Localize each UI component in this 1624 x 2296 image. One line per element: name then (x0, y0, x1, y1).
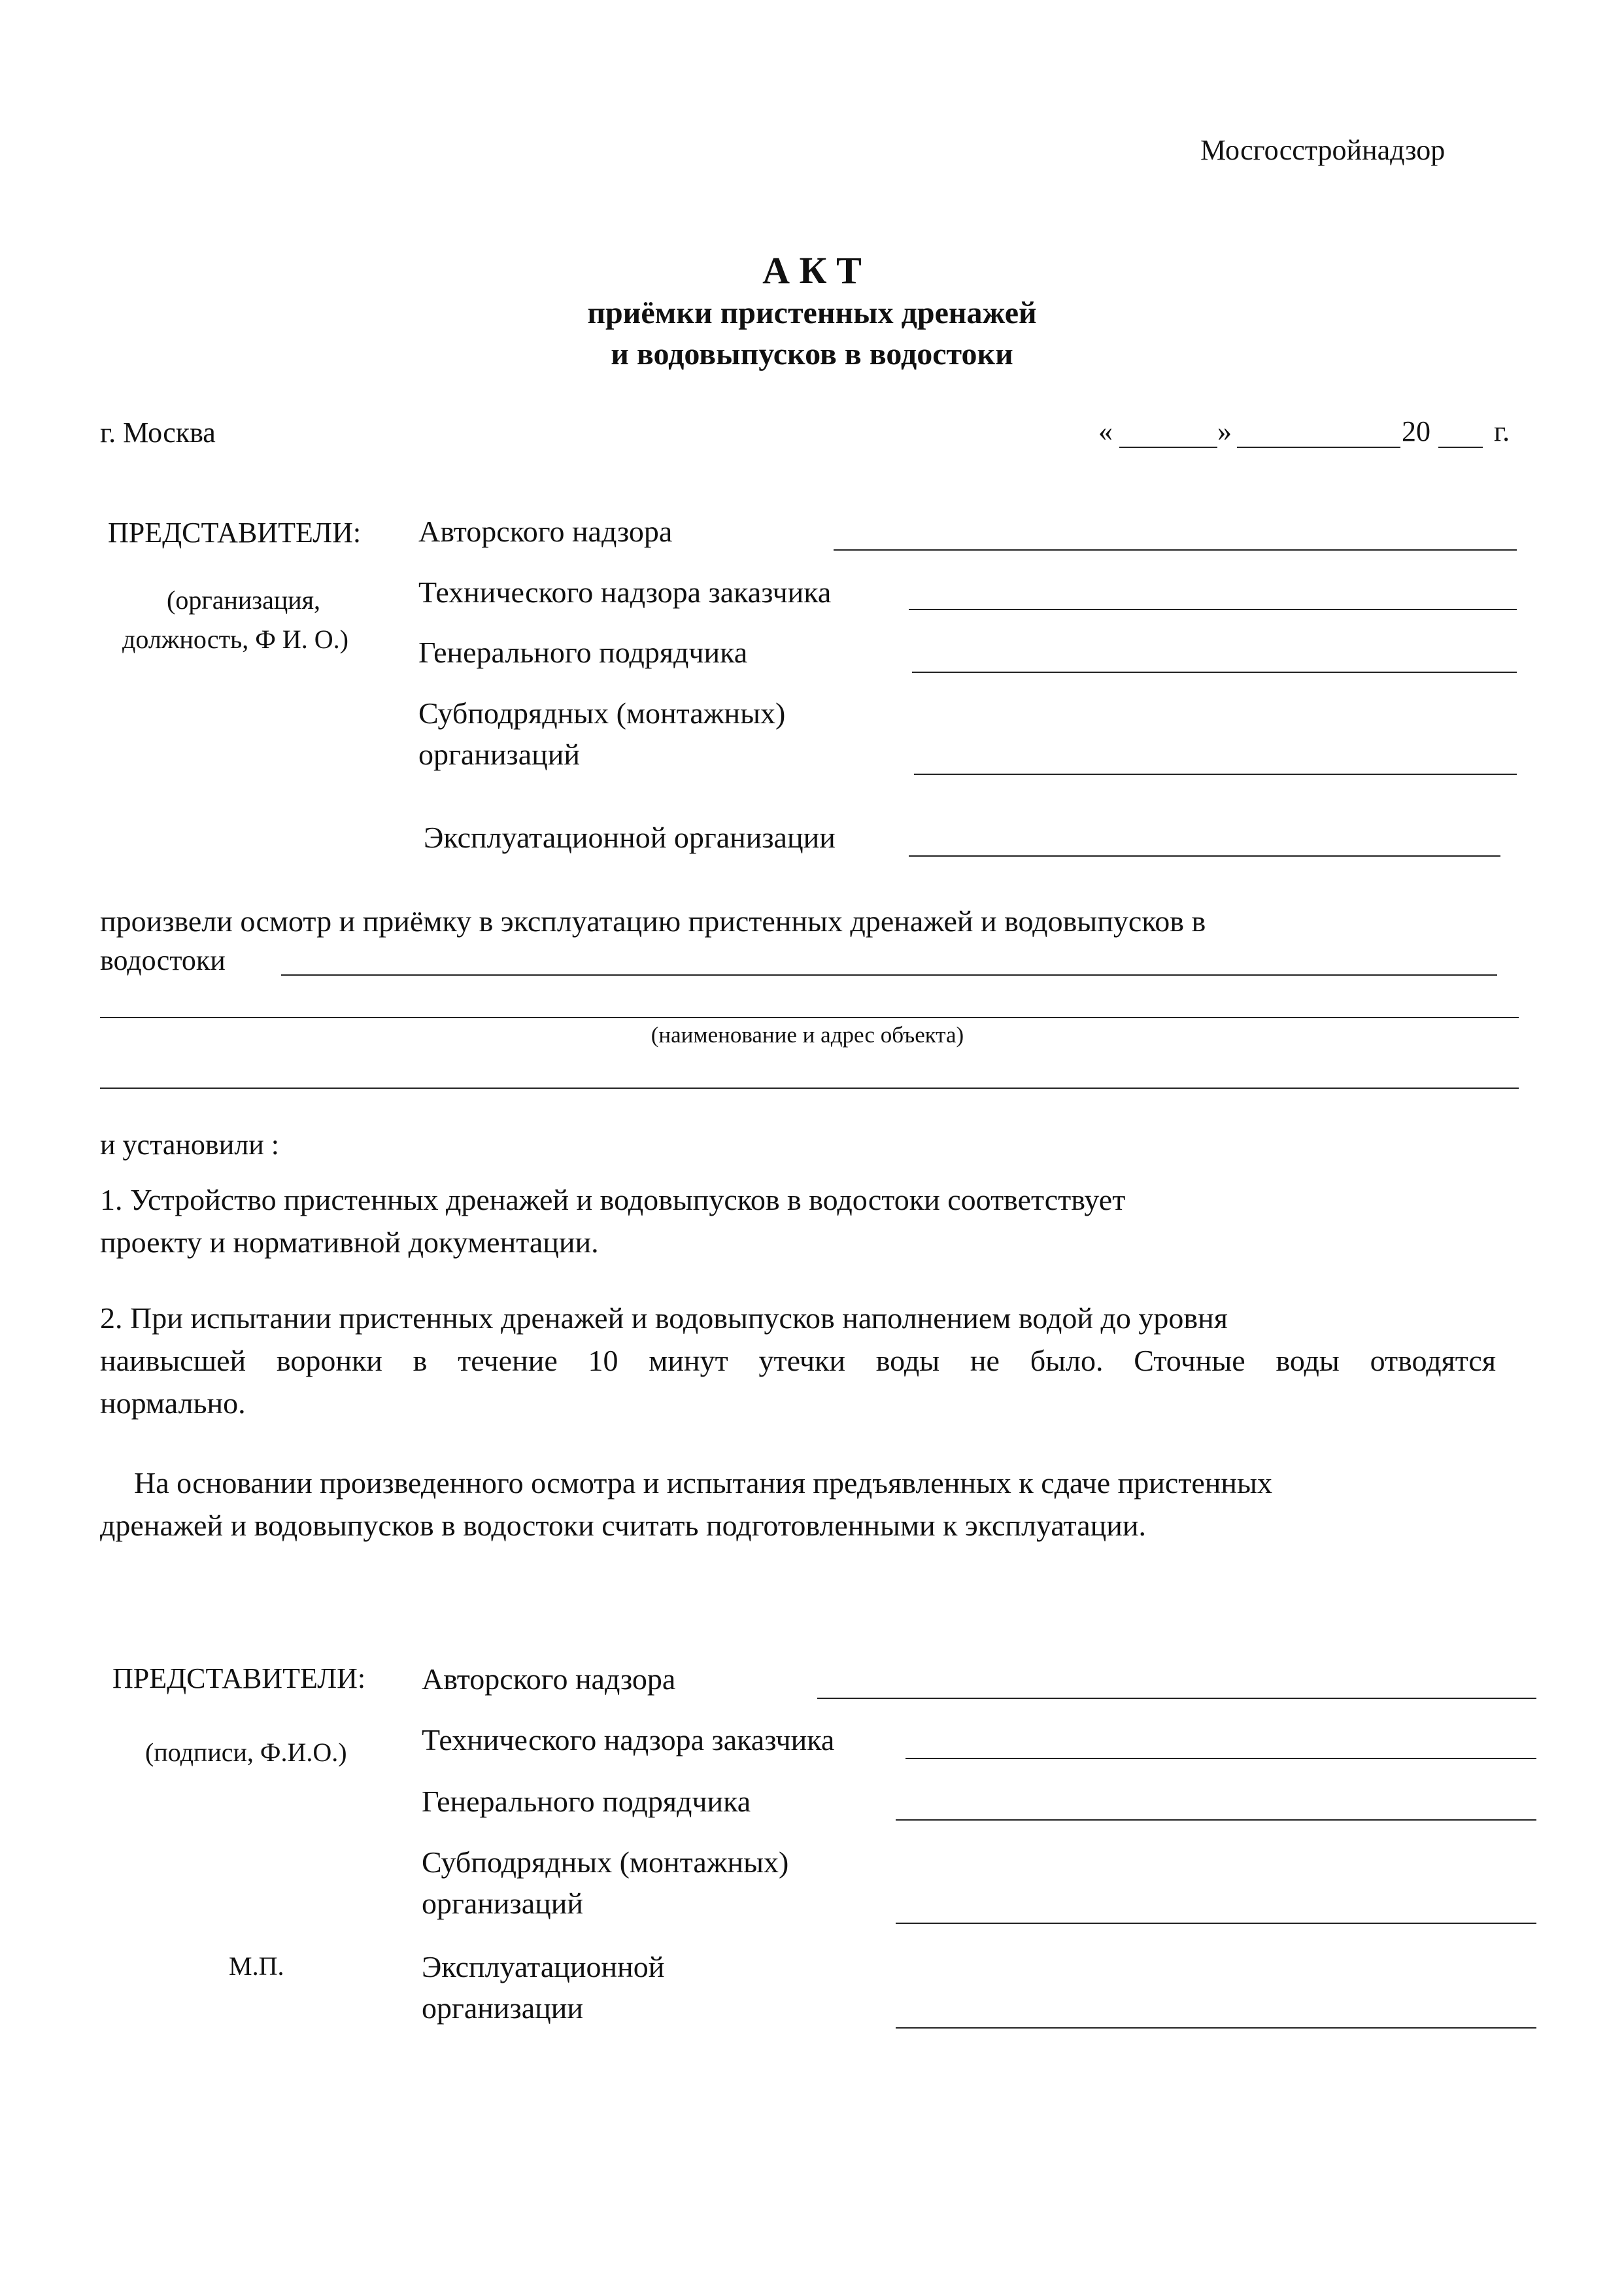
document-subtitle-line2: и водовыпусков в водостоки (611, 337, 1013, 371)
sig-general-contractor: Генерального подрядчика (422, 1785, 751, 1818)
rep-subcontractors-line (914, 774, 1517, 775)
findings-intro: и установили : (100, 1129, 279, 1161)
finding1-line1: 1. Устройство пристенных дренажей и водовыпусков в водостоки соответствует (100, 1183, 1126, 1216)
sig-subcontractors-line1: Субподрядных (монтажных) (422, 1845, 789, 1879)
rep-customer-tech-supervision-line (909, 609, 1517, 610)
sig-subcontractors-line2: организаций (422, 1887, 583, 1920)
month-blank-line (1237, 447, 1400, 448)
rep-operating-org-line (909, 855, 1500, 857)
sig-general-contractor-line (896, 1819, 1536, 1821)
year-prefix: 20 (1402, 415, 1430, 447)
representatives-note-line2: должность, Ф И. О.) (122, 625, 348, 654)
sig-subcontractors-line (896, 1923, 1536, 1924)
rep-subcontractors-line1: Субподрядных (монтажных) (418, 696, 786, 730)
agency-name: Мосгосстройнадзор (1200, 134, 1446, 166)
rep-general-contractor: Генерального подрядчика (418, 636, 748, 669)
signatures-note: (подписи, Ф.И.О.) (145, 1738, 347, 1767)
signatures-heading: ПРЕДСТАВИТЕЛИ: (112, 1662, 366, 1694)
city: г. Москва (100, 417, 216, 449)
rep-author-supervision: Авторского надзора (418, 515, 673, 548)
sig-customer-tech-supervision: Технического надзора заказчика (422, 1723, 835, 1756)
sig-author-supervision: Авторского надзора (422, 1662, 676, 1696)
finding1-line2: проекту и нормативной документации. (100, 1225, 599, 1259)
representatives-note-line1: (организация, (167, 585, 321, 615)
sig-customer-tech-supervision-line (905, 1758, 1536, 1759)
rep-operating-org: Эксплуатационной организации (424, 821, 836, 854)
day-blank-line (1119, 447, 1217, 448)
rep-subcontractors-line2: организаций (418, 738, 580, 771)
year-blank-line (1438, 447, 1483, 448)
inspection-line1: произвели осмотр и приёмку в эксплуатацию пристенных дренажей и водовыпусков в (100, 904, 1206, 938)
finding2-line1: 2. При испытании пристенных дренажей и водовыпусков наполнением водой до уровня (100, 1301, 1228, 1335)
sig-operating-org-line2: организации (422, 1991, 583, 2025)
object-name-line2 (100, 1017, 1519, 1018)
rep-general-contractor-line (912, 672, 1517, 673)
date-open-quote: « (1098, 415, 1113, 447)
object-caption: (наименование и адрес объекта) (651, 1022, 964, 1048)
stamp-placeholder: М.П. (229, 1951, 284, 1981)
object-name-line1 (281, 974, 1497, 976)
rep-author-supervision-line (834, 549, 1517, 551)
document-title: А К Т (762, 249, 862, 292)
conclusion-line2: дренажей и водовыпусков в водостоки считать подготовленными к эксплуатации. (100, 1509, 1147, 1542)
sig-author-supervision-line (817, 1698, 1536, 1699)
finding2-line2: наивысшей воронки в течение 10 минут утечки воды не было. Сточные воды отводятся (100, 1344, 1496, 1377)
year-suffix: г. (1494, 415, 1510, 447)
rep-customer-tech-supervision: Технического надзора заказчика (418, 575, 832, 609)
sig-operating-org-line1: Эксплуатационной (422, 1950, 665, 1983)
representatives-heading: ПРЕДСТАВИТЕЛИ: (108, 517, 362, 549)
sig-operating-org-line (896, 2027, 1536, 2029)
date-close-quote: » (1217, 415, 1232, 447)
conclusion-line1: На основании произведенного осмотра и испытания предъявленных к сдаче пристенных (134, 1466, 1272, 1499)
object-name-line3 (100, 1088, 1519, 1089)
document-subtitle-line1: приёмки пристенных дренажей (587, 296, 1037, 330)
inspection-line2: водостоки (100, 944, 226, 976)
finding2-line3: нормально. (100, 1386, 246, 1420)
